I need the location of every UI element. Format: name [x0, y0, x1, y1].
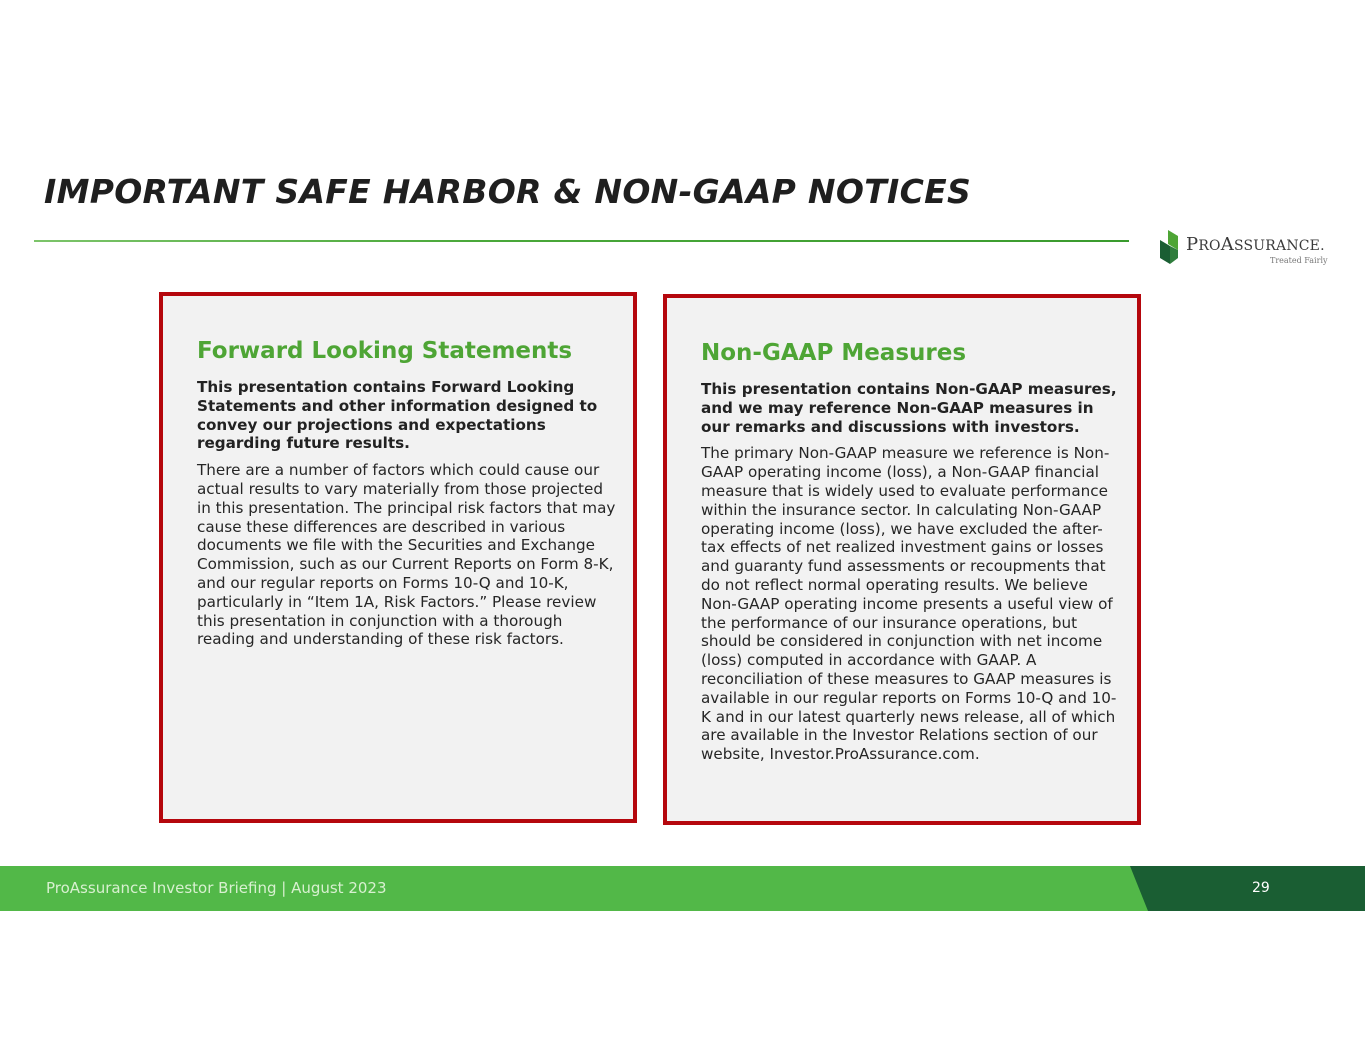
logo-wordmark: PROASSURANCE.	[1186, 234, 1325, 255]
non-gaap-heading: Non-GAAP Measures	[701, 340, 967, 366]
non-gaap-card	[663, 294, 1141, 825]
title-divider	[34, 240, 1129, 242]
footer-text: ProAssurance Investor Briefing | August 2023	[46, 879, 387, 897]
forward-looking-lead: This presentation contains Forward Looking Statements and other information designed to convey our projections and expectations regarding future results.	[197, 378, 598, 453]
forward-looking-heading: Forward Looking Statements	[197, 338, 573, 364]
footer-bar	[0, 866, 1365, 911]
logo-tagline: Treated Fairly	[1270, 256, 1328, 265]
proassurance-logo-icon	[1158, 228, 1184, 266]
non-gaap-body: The primary Non-GAAP measure we reference is Non-GAAP operating income (loss), a Non-GAAP financial measure that is widely used to evaluate performance within the insurance sector. In calculating Non-GAAP operating income (loss), we have excluded the after-tax effects of net realized investment gains or losses and guaranty fund assessments or recoupments that do not reflect normal operating results. We believe Non-GAAP operating income presents a useful view of the performance of our insurance operations, but should be considered in conjunction with net income (loss) computed in accordance with GAAP. A reconciliation of these measures to GAAP measures is available in our regular reports on Forms 10-Q and 10-K and in our latest quarterly news release, all of which are available in the Investor Relations section of our website, Investor.ProAssurance.com.	[701, 444, 1117, 764]
company-logo	[1158, 228, 1338, 270]
page-title: IMPORTANT SAFE HARBOR & NON-GAAP NOTICES	[44, 172, 972, 211]
non-gaap-lead: This presentation contains Non-GAAP measures, and we may reference Non-GAAP measures in our remarks and discussions with investors.	[701, 380, 1117, 436]
page-number: 29	[1252, 880, 1270, 896]
forward-looking-body: There are a number of factors which could cause our actual results to vary materially from those projected in this presentation. The principal risk factors that may cause these differences are described in various documents we file with the Securities and Exchange Commission, such as our Current Reports on Form 8-K, and our regular reports on Forms 10-Q and 10-K, particularly in “Item 1A, Risk Factors.” Please review this presentation in conjunction with a thorough reading and understanding of these risk factors.	[197, 461, 616, 649]
forward-looking-card	[159, 292, 637, 823]
